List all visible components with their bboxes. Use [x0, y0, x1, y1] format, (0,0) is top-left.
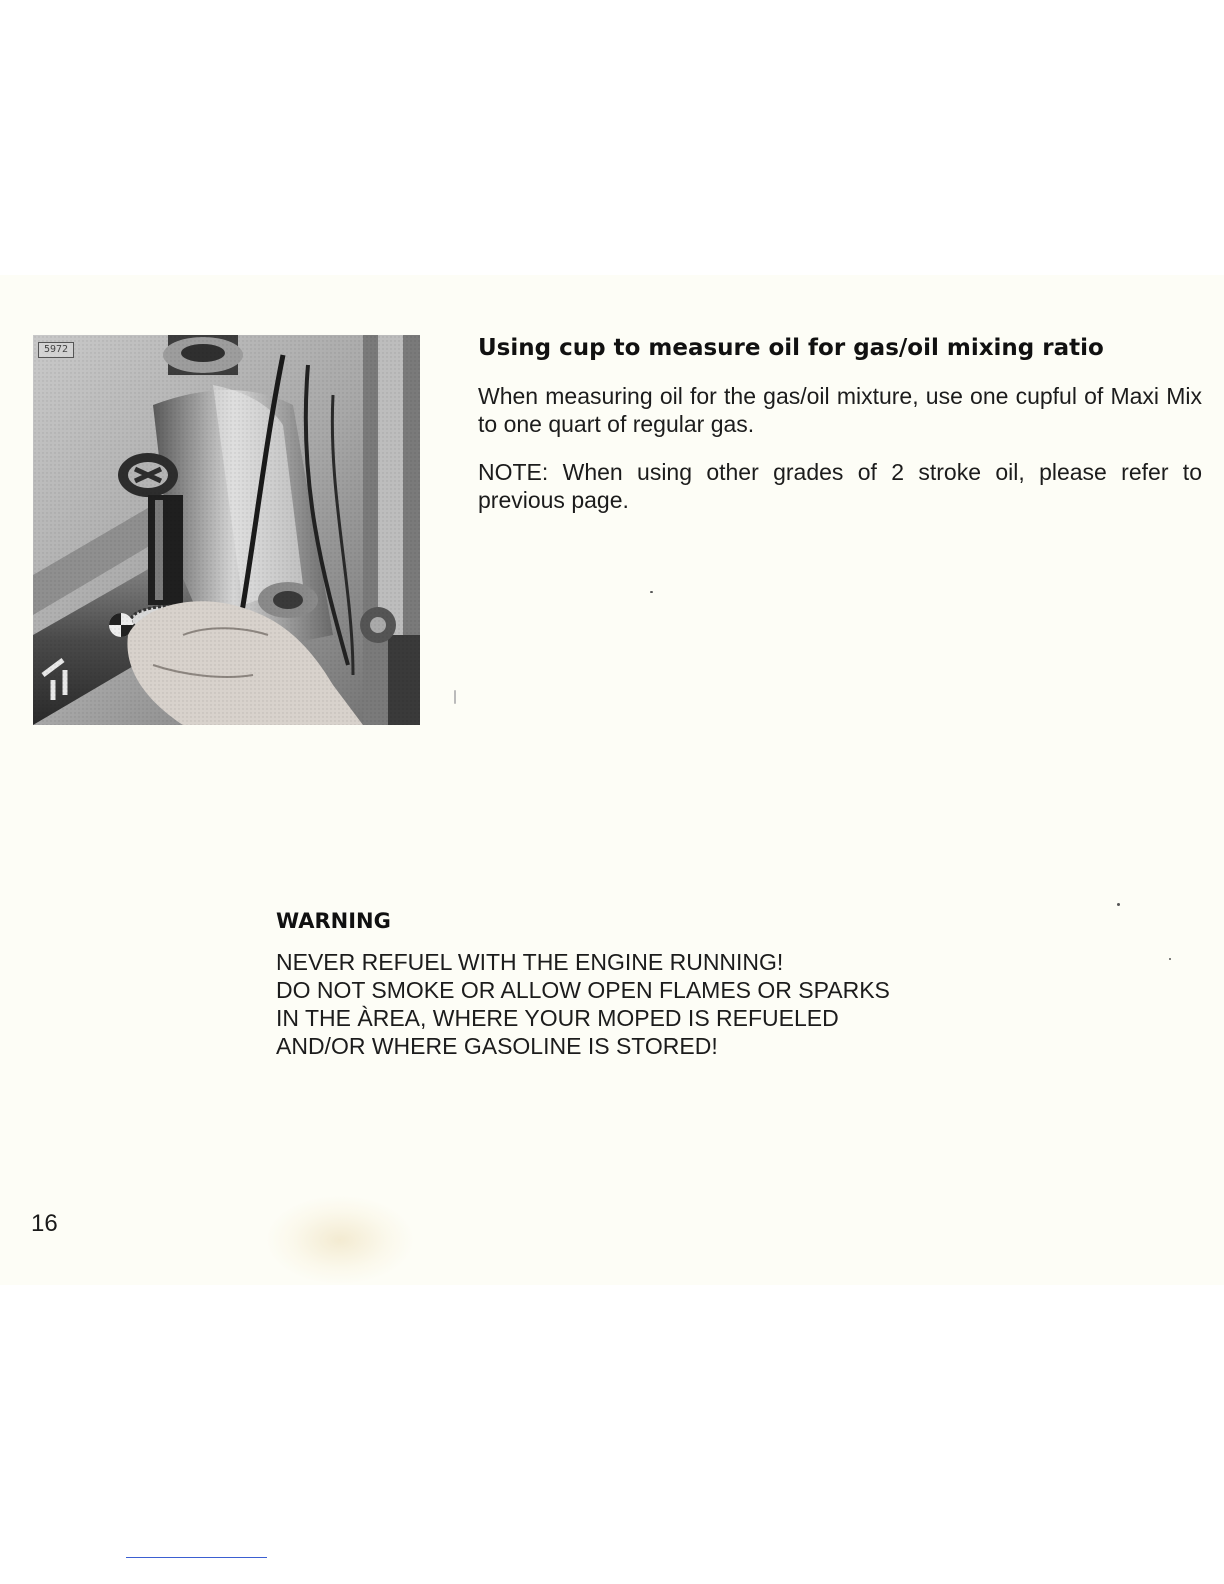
instruction-paragraph: When measuring oil for the gas/oil mixture, use one cupful of Maxi Mix to one quart of regular gas. — [478, 383, 1202, 437]
paper-stain — [265, 1195, 415, 1285]
dust-speck — [650, 591, 653, 593]
warning-text — [276, 948, 890, 1060]
photo-measuring-cup — [33, 335, 420, 725]
page-number: 16 — [31, 1210, 58, 1237]
photo-illustration — [33, 335, 420, 725]
section-heading: Using cup to measure oil for gas/oil mixing ratio — [478, 335, 1104, 361]
warning-title: WARNING — [276, 909, 391, 933]
warning-line: NEVER REFUEL WITH THE ENGINE RUNNING! — [276, 949, 784, 975]
dust-speck — [454, 690, 456, 704]
warning-line: AND/OR WHERE GASOLINE IS STORED! — [276, 1033, 718, 1059]
dust-speck — [1169, 958, 1171, 960]
bottom-rule — [126, 1557, 267, 1558]
note-paragraph: NOTE: When using other grades of 2 stroke oil, please refer to previous page. — [478, 459, 1202, 513]
photo-reference-label: 5972 — [38, 342, 74, 358]
warning-line: IN THE ÀREA, WHERE YOUR MOPED IS REFUELED — [276, 1005, 839, 1031]
dust-speck — [1117, 903, 1120, 906]
warning-line: DO NOT SMOKE OR ALLOW OPEN FLAMES OR SPARKS — [276, 977, 890, 1003]
